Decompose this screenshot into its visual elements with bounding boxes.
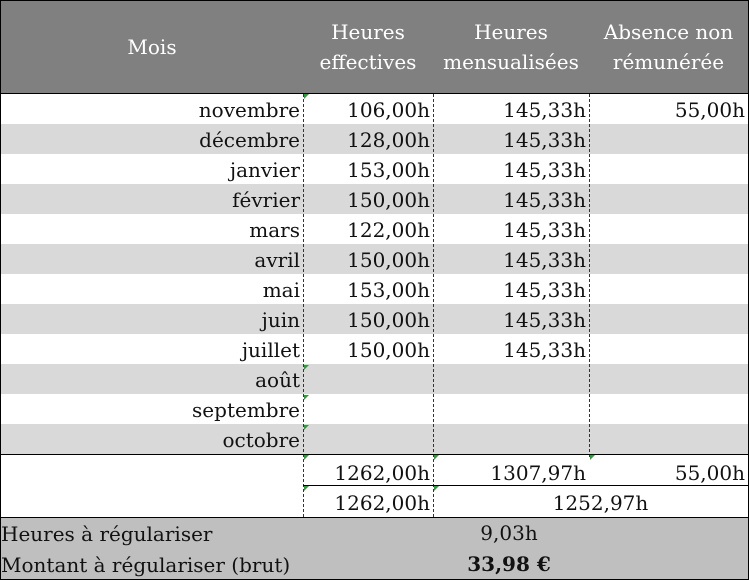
effectives-value: 122,00h (347, 218, 430, 242)
cell-marker (304, 425, 309, 430)
absence-value-cell[interactable] (589, 154, 748, 184)
mensualisees-value-cell[interactable] (433, 394, 589, 424)
month-name: août (255, 368, 300, 392)
table-row (1, 94, 748, 124)
effectives-value-cell[interactable] (303, 274, 433, 304)
effectives-value-cell[interactable] (303, 364, 433, 394)
effectives-value: 128,00h (347, 128, 430, 152)
mensualisees-value: 145,33h (503, 158, 586, 182)
effectives-value-cell[interactable] (303, 124, 433, 154)
header-effectives[interactable] (303, 1, 433, 93)
absence-value-cell[interactable] (589, 274, 748, 304)
total-mensualisees: 1307,97h (490, 461, 586, 485)
table-row (1, 244, 748, 274)
mensualisees-value-cell[interactable] (433, 154, 589, 184)
effectives-value-cell[interactable] (303, 244, 433, 274)
mensualisees-value: 145,33h (503, 128, 586, 152)
total-effectives-cell[interactable] (303, 457, 433, 487)
mensualisees-value-cell[interactable] (433, 364, 589, 394)
net-row (1, 487, 748, 517)
total-mensualisees-cell[interactable] (433, 457, 589, 487)
mensualisees-value-cell[interactable] (433, 334, 589, 364)
absence-value-cell[interactable] (589, 334, 748, 364)
absence-value-cell[interactable] (589, 424, 748, 454)
month-name-cell[interactable] (1, 304, 303, 334)
net-mensualisees: 1252,97h (552, 491, 649, 515)
month-name: septembre (192, 398, 300, 422)
header-mois-label: Mois (127, 35, 177, 59)
mensualisees-value: 145,33h (503, 278, 586, 302)
table-row (1, 274, 748, 304)
month-name-cell[interactable] (1, 424, 303, 454)
month-name-cell[interactable] (1, 154, 303, 184)
col-divider-3 (589, 94, 590, 457)
header-absence[interactable] (589, 1, 748, 93)
total-absence: 55,00h (674, 461, 745, 485)
month-name-cell[interactable] (1, 94, 303, 124)
net-effectives-cell[interactable] (303, 487, 433, 517)
absence-value-cell[interactable] (589, 184, 748, 214)
mensualisees-value-cell[interactable] (433, 94, 589, 124)
mensualisees-value: 145,33h (503, 338, 586, 362)
month-name: décembre (199, 128, 300, 152)
table-row (1, 394, 748, 424)
month-name: avril (254, 248, 300, 272)
effectives-value: 153,00h (347, 158, 430, 182)
summary-block (1, 517, 748, 580)
header-mensualisees-line2: mensualisées (443, 50, 579, 74)
mensualisees-value-cell[interactable] (433, 424, 589, 454)
cell-marker (304, 365, 309, 370)
cell-marker (590, 455, 595, 460)
effectives-value: 150,00h (347, 338, 430, 362)
cell-marker (434, 486, 439, 491)
mensualisees-value-cell[interactable] (433, 184, 589, 214)
cell-marker (304, 395, 309, 400)
header-mensualisees[interactable] (433, 1, 589, 93)
effectives-value-cell[interactable] (303, 94, 433, 124)
month-name: mai (262, 278, 300, 302)
heures-value[interactable]: 9,03h (480, 521, 538, 545)
header-mensualisees-line1: Heures (474, 20, 548, 44)
net-mensualisees-cell[interactable] (433, 487, 748, 517)
total-absence-cell[interactable] (589, 457, 748, 487)
cell-marker (434, 455, 439, 460)
month-name-cell[interactable] (1, 334, 303, 364)
totals-divider (1, 454, 748, 455)
absence-value: 55,00h (674, 98, 745, 122)
header-absence-line2: rémunérée (612, 50, 725, 74)
absence-value-cell[interactable] (589, 394, 748, 424)
header-absence-line1: Absence non (603, 20, 734, 44)
month-name: novembre (198, 98, 300, 122)
effectives-value-cell[interactable] (303, 184, 433, 214)
month-name-cell[interactable] (1, 394, 303, 424)
header-row (1, 1, 748, 94)
montant-value[interactable]: 33,98 € (467, 552, 551, 576)
month-name: février (232, 188, 300, 212)
table-row (1, 154, 748, 184)
mensualisees-value: 145,33h (503, 218, 586, 242)
effectives-value-cell[interactable] (303, 424, 433, 454)
month-name-cell[interactable] (1, 184, 303, 214)
month-name: octobre (222, 428, 300, 452)
effectives-value: 153,00h (347, 278, 430, 302)
absence-value-cell[interactable] (589, 94, 748, 124)
effectives-value-cell[interactable] (303, 394, 433, 424)
summary-heures-row (1, 518, 748, 549)
table-row (1, 184, 748, 214)
table-row (1, 364, 748, 394)
month-name: juin (261, 308, 300, 332)
absence-value-cell[interactable] (589, 304, 748, 334)
effectives-value-cell[interactable] (303, 154, 433, 184)
summary-montant-row (1, 549, 748, 580)
effectives-value: 150,00h (347, 308, 430, 332)
mensualisees-value-cell[interactable] (433, 124, 589, 154)
month-name-cell[interactable] (1, 244, 303, 274)
mensualisees-value: 145,33h (503, 308, 586, 332)
montant-label: Montant à régulariser (brut) (1, 553, 291, 577)
absence-value-cell[interactable] (589, 244, 748, 274)
table-row (1, 124, 748, 154)
mensualisees-value: 145,33h (503, 98, 586, 122)
month-name: janvier (229, 158, 300, 182)
month-name-cell[interactable] (1, 124, 303, 154)
table-row (1, 334, 748, 364)
cell-marker (304, 486, 309, 491)
effectives-value-cell[interactable] (303, 334, 433, 364)
effectives-value: 150,00h (347, 248, 430, 272)
effectives-value-cell[interactable] (303, 304, 433, 334)
net-divider (303, 485, 748, 486)
effectives-value-cell[interactable] (303, 214, 433, 244)
total-effectives: 1262,00h (334, 461, 430, 485)
month-name: juillet (241, 338, 300, 362)
header-effectives-line2: effectives (319, 50, 417, 74)
effectives-value: 150,00h (347, 188, 430, 212)
mensualisees-value-cell[interactable] (433, 244, 589, 274)
mensualisees-value: 145,33h (503, 248, 586, 272)
table-row (1, 304, 748, 334)
absence-value-cell[interactable] (589, 364, 748, 394)
effectives-value: 106,00h (347, 98, 430, 122)
month-name-cell[interactable] (1, 364, 303, 394)
month-name: mars (249, 218, 300, 242)
mensualisees-value-cell[interactable] (433, 274, 589, 304)
net-effectives: 1262,00h (334, 491, 430, 515)
cell-marker (304, 94, 309, 99)
mensualisees-value-cell[interactable] (433, 304, 589, 334)
absence-value-cell[interactable] (589, 124, 748, 154)
heures-label: Heures à régulariser (1, 522, 213, 546)
totals-row (1, 457, 748, 487)
month-name-cell[interactable] (1, 274, 303, 304)
header-mois[interactable] (1, 1, 303, 93)
absence-value-cell[interactable] (589, 214, 748, 244)
table-row (1, 214, 748, 244)
month-name-cell[interactable] (1, 214, 303, 244)
mensualisees-value: 145,33h (503, 188, 586, 212)
cell-marker (304, 455, 309, 460)
table-row (1, 424, 748, 454)
mensualisees-value-cell[interactable] (433, 214, 589, 244)
header-effectives-line1: Heures (331, 20, 405, 44)
